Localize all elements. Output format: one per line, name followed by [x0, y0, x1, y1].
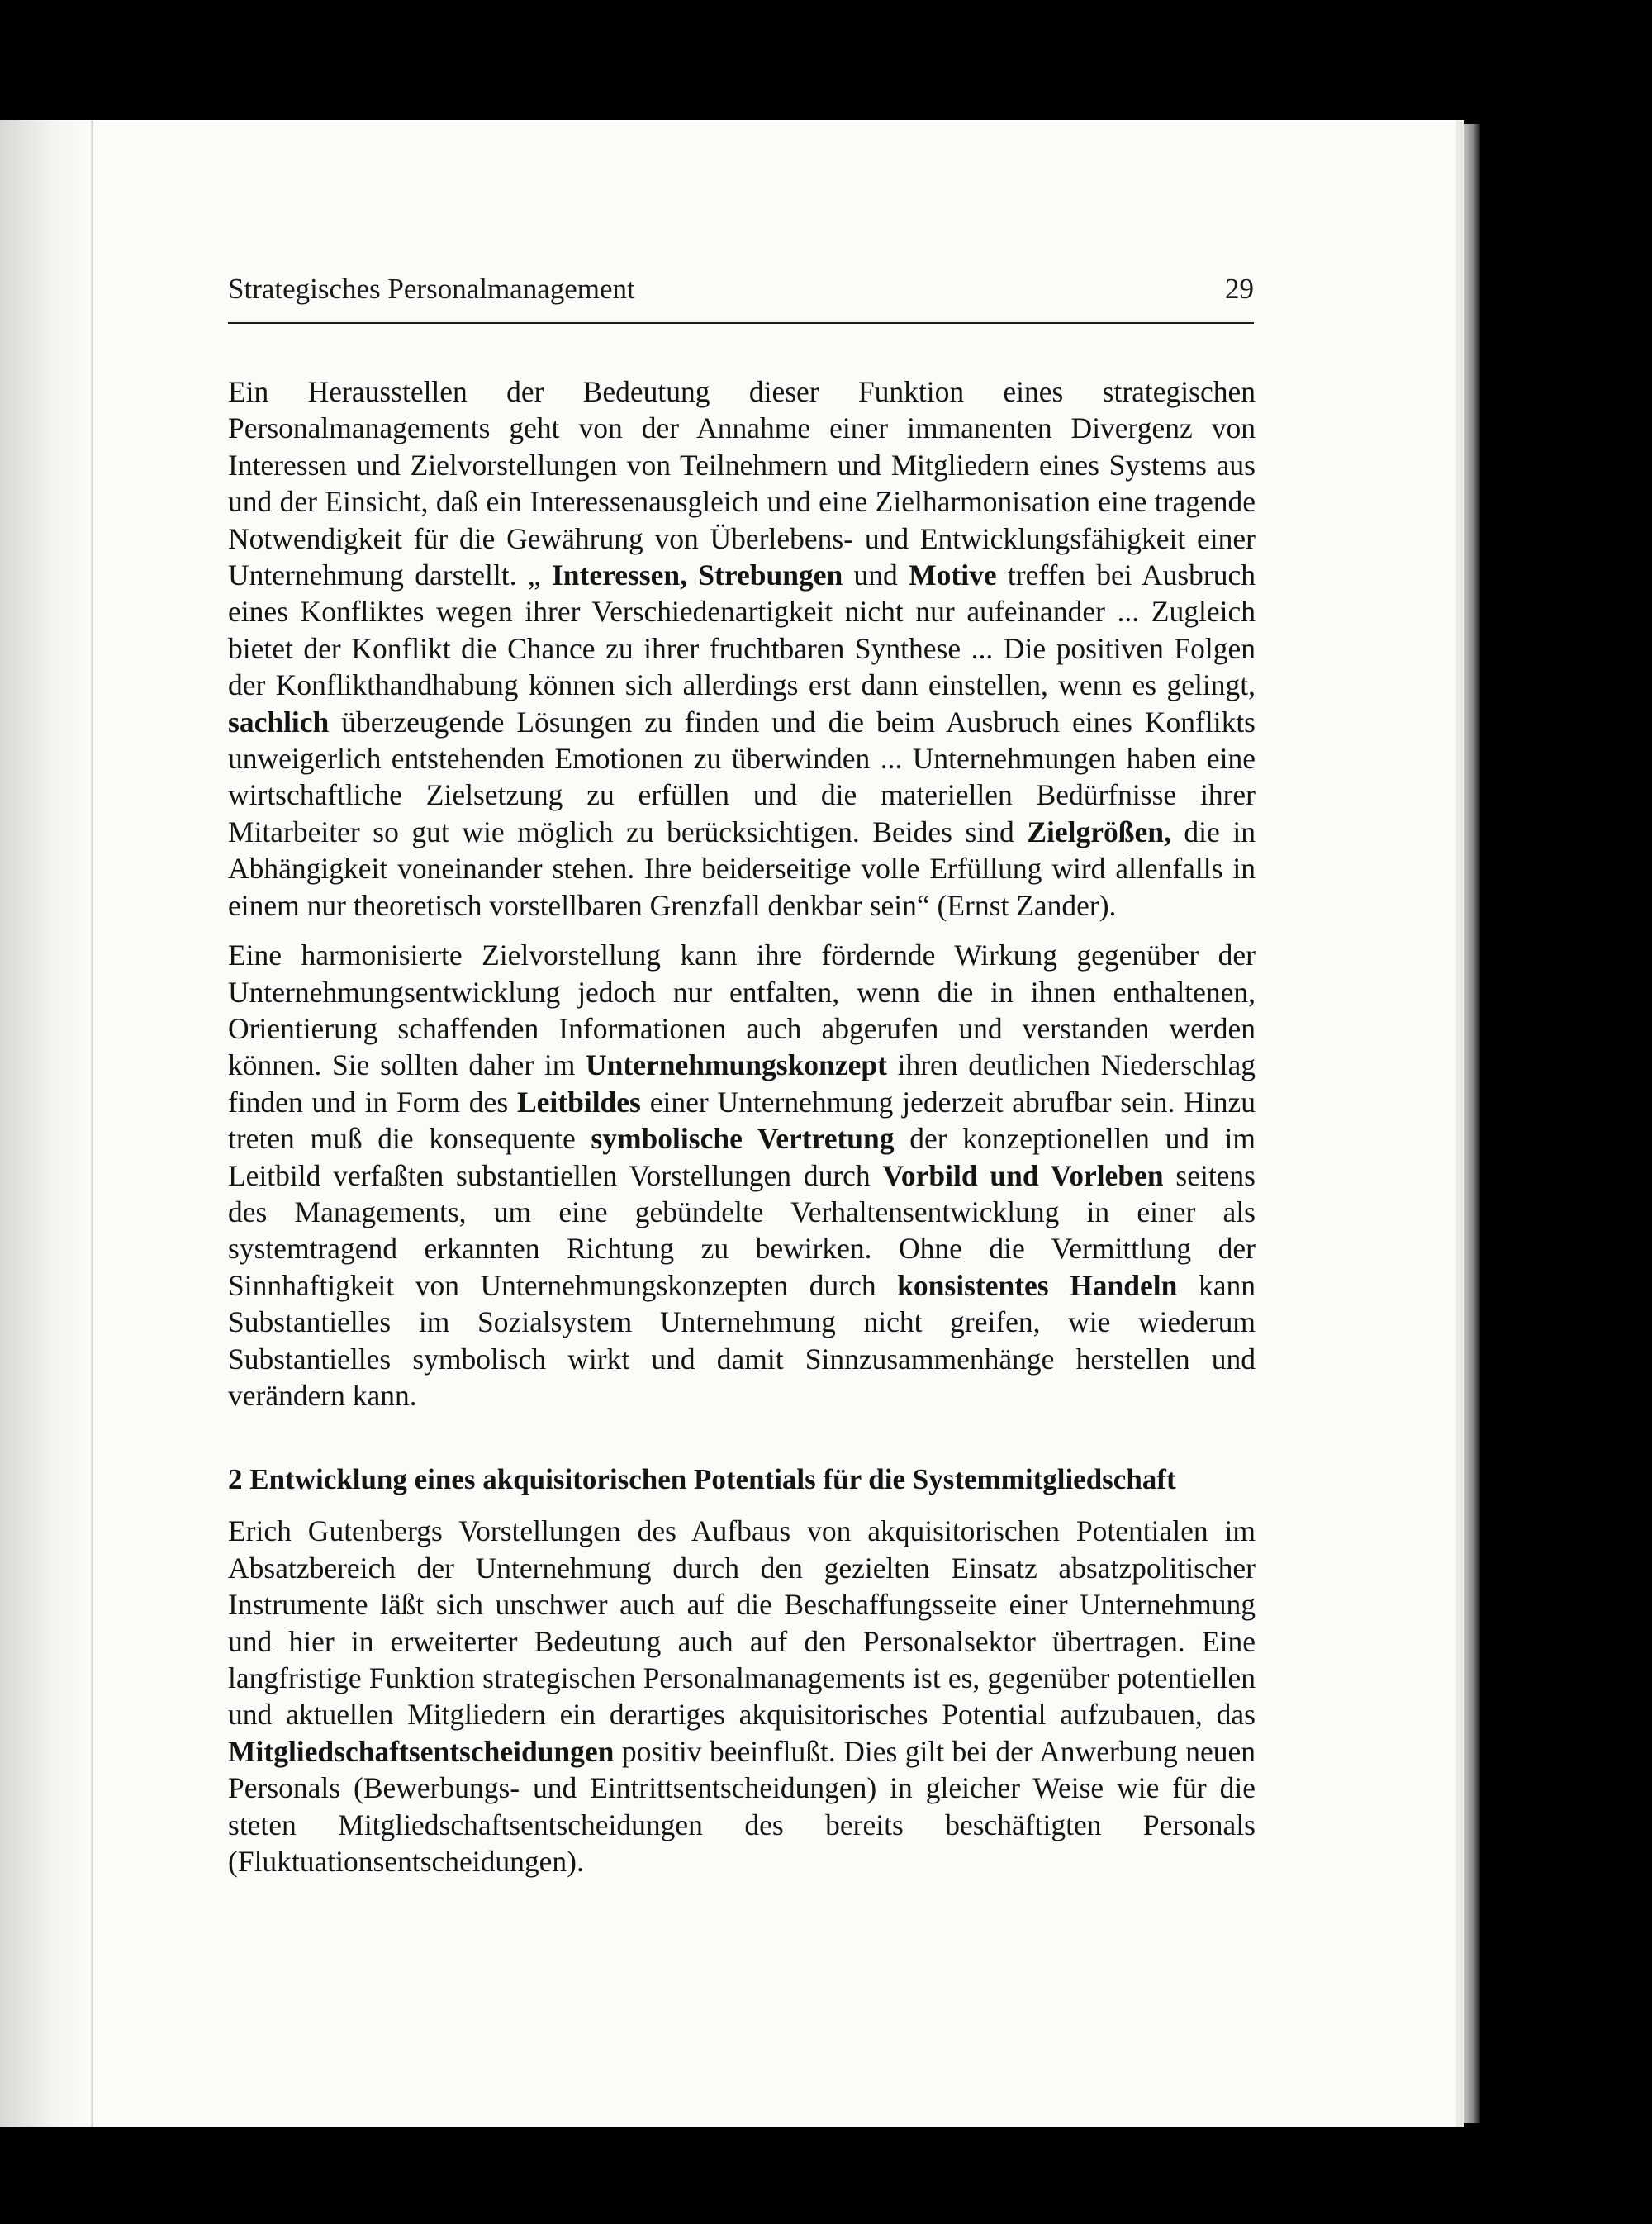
running-title: Strategisches Personalmanagement — [228, 273, 635, 305]
bold-term: Zielgrößen, — [1027, 815, 1171, 848]
text-run: kann Substantielles im Sozialsystem Unternehmung nicht greifen, wie wiederum Substantielles symbolisch wirkt und damit Sinnzusammenhänge herstellen und verändern kann. — [228, 1268, 1256, 1412]
text-run: ihren deutlichen Niederschlag finden und in Form des — [228, 1048, 1256, 1119]
page-body — [228, 373, 1256, 1893]
page-edge-shadow — [1462, 124, 1480, 2123]
bold-term: Leitbildes — [516, 1085, 641, 1119]
text-run: seitens des Managements, um eine gebündelte Verhaltensentwicklung in einer als systemtragend erkannten Richtung zu bewirken. Ohne die Vermittlung der Sinnhaftigkeit von Unternehmungskonzepten durch — [228, 1158, 1256, 1302]
bold-term: Motive — [909, 558, 997, 592]
text-run: der konzeptionellen und im Leitbild verfaßten substantiellen Vorstellungen durch — [228, 1122, 1256, 1192]
bold-term: Interessen, Strebungen — [551, 558, 843, 592]
paragraph-3 — [228, 1513, 1256, 1879]
book-gutter — [0, 120, 91, 2127]
running-header — [228, 273, 1254, 324]
text-run: Erich Gutenbergs Vorstellungen des Aufbaus von akquisitorischen Potentialen im Absatzbereich der Unternehmung durch den gezielten Einsatz absatzpolitischer Instrumente läßt sich unschwer auch auf die Beschaffungsseite einer Unternehmung und hier in erweiterter Bedeutung auch auf den Personalsektor übertragen. Eine langfristige Funktion strategischen Personalmanagements ist es, gegenüber potentiellen und aktuellen Mitgliedern ein derartiges akquisitorisches Potential aufzubauen, das — [228, 1514, 1256, 1732]
text-run: überzeugende Lösungen zu finden und die beim Ausbruch eines Konflikts unweigerlich entstehenden Emotionen zu überwinden ... Unternehmungen haben eine wirtschaftliche Zielsetzung zu erfüllen und die materiellen Bedürfnisse ihrer Mitarbeiter so gut wie möglich zu berücksichtigen. Beides sind — [228, 705, 1256, 848]
paragraph-2 — [228, 937, 1256, 1414]
text-run: die in Abhängigkeit voneinander stehen. Ihre beiderseitige volle Erfüllung wird allenfalls in einem nur theoretisch vorstellbaren Grenzfall denkbar sein“ (Ernst Zander). — [228, 815, 1256, 922]
bold-term: konsistentes Handeln — [897, 1268, 1178, 1302]
bold-term: Unternehmungskonzept — [586, 1048, 887, 1082]
text-run: Ein Herausstellen der Bedeutung dieser Funktion eines strategischen Personalmanagements geht von der Annahme einer immanenten Divergenz von Interessen und Zielvorstellungen von Teilnehmern und Mitgliedern eines Systems aus und der Einsicht, daß ein Interessenausgleich und eine Zielharmonisation eine tragende Notwendigkeit für die Gewährung von Überlebens- und Entwicklungsfähigkeit einer Unternehmung darstellt. „ — [228, 375, 1256, 592]
page-number: 29 — [1225, 273, 1254, 305]
bold-term: Vorbild und Vorleben — [882, 1158, 1164, 1192]
bold-term: sachlich — [228, 705, 330, 739]
text-run: positiv beeinflußt. Dies gilt bei der Anwerbung neuen Personals (Bewerbungs- und Eintrittsentscheidungen) in gleicher Weise wie für die steten Mitgliedschaftsentscheidungen des bereits beschäftigten Personals (Fluktuationsentscheidungen). — [228, 1734, 1256, 1879]
text-run: treffen bei Ausbruch eines Konfliktes wegen ihrer Verschiedenartigkeit nicht nur aufeinander ... Zugleich bietet der Konflikt die Chance zu ihrer fruchtbaren Synthese ... Die positiven Folgen der Konflikthandhabung können sich allerdings erst dann einstellen, wenn es gelingt, — [228, 558, 1256, 702]
bold-term: symbolische Vertretung — [591, 1122, 895, 1156]
text-run: Eine harmonisierte Zielvorstellung kann ihre fördernde Wirkung gegenüber der Unternehmungsentwicklung jedoch nur entfalten, wenn die in ihnen enthaltenen, Orientierung schaffenden Informationen auch abgerufen und verstanden werden können. Sie sollten daher im — [228, 939, 1256, 1082]
text-run: einer Unternehmung jederzeit abrufbar sein. Hinzu treten muß die konsequente — [228, 1085, 1256, 1156]
section-heading: 2 Entwicklung eines akquisitorischen Potentials für die Systemmitgliedschaft — [228, 1463, 1176, 1496]
paragraph-1 — [228, 373, 1256, 924]
text-run: und — [843, 558, 909, 592]
bold-term: Mitgliedschaftsentscheidungen — [228, 1734, 615, 1768]
